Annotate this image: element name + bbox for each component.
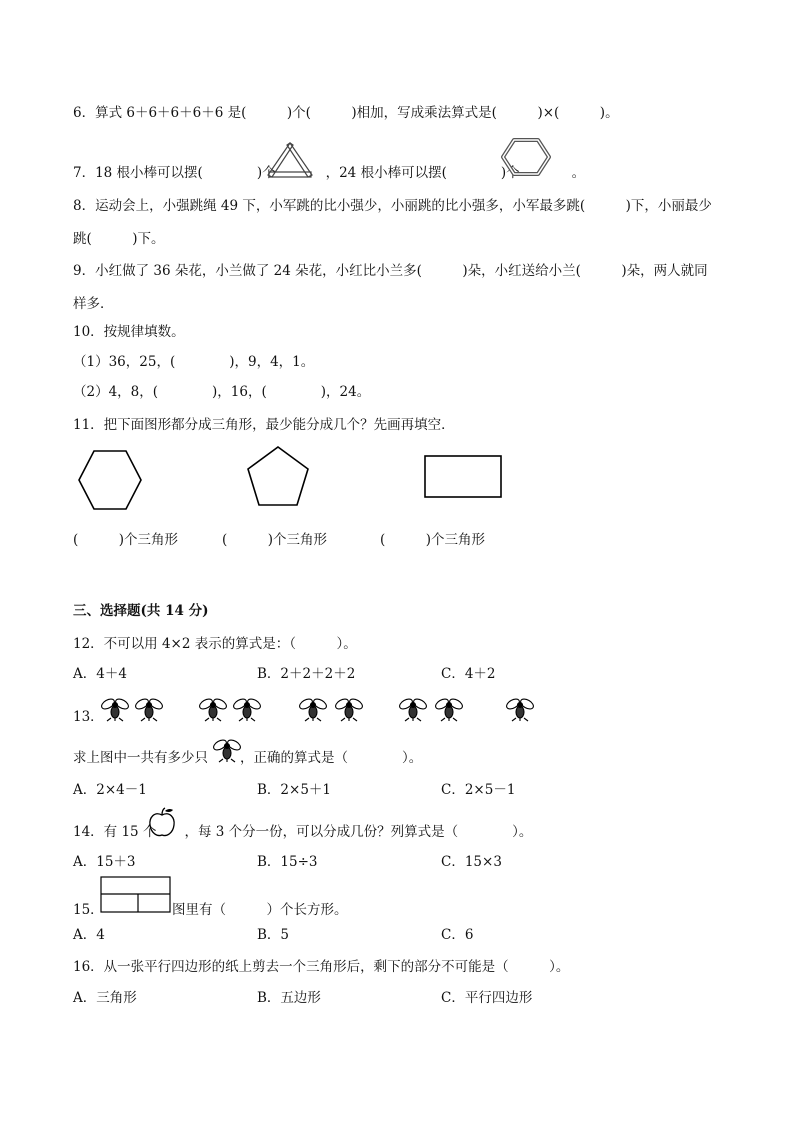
question-10-title: 10．按规律填数。 [73, 324, 185, 340]
dragonfly-icon [434, 696, 464, 722]
section-heading: 三、选择题(共 14 分) [73, 603, 209, 619]
q13-option-b: B．2×5＋1 [257, 782, 331, 798]
q12-option-a: A．4＋4 [73, 666, 127, 682]
q14-part1: 14．有 15 个 [73, 824, 157, 840]
question-13-text [73, 749, 422, 767]
q7-part2: ，24 根小棒可以摆( )个 [325, 165, 520, 181]
question-10-sub1: （1）36，25，( )，9，4，1。 [73, 354, 315, 370]
dragonfly-icon [134, 696, 164, 722]
hexagon-shape [76, 448, 144, 512]
dragonfly-icon [100, 696, 130, 722]
question-10-sub2: （2）4，8，( )，16，( )，24。 [73, 384, 371, 400]
q15-option-a: A．4 [73, 927, 105, 943]
dragonfly-icon [198, 696, 228, 722]
pentagon-shape [244, 444, 312, 508]
question-16: 16．从一张平行四边形的纸上剪去一个三角形后，剩下的部分不可能是（ ）。 [73, 959, 570, 975]
q12-option-b: B．2＋2＋2＋2 [257, 666, 356, 682]
question-9-line2: 样多． [73, 296, 114, 312]
question-8-line1: 8．运动会上，小强跳绳 49 下，小军跳的比小强少，小丽跳的比小强多，小军最多跳( )下，小丽最少 [73, 198, 712, 214]
q14-option-c: C．15×3 [441, 854, 502, 870]
question-12: 12．不可以用 4×2 表示的算式是：（ ）。 [73, 636, 357, 652]
q15-option-b: B．5 [257, 927, 290, 943]
stick-hexagon-icon [500, 136, 552, 178]
q14-part2: ，每 3 个分一份，可以分成几份？列算式是（ ）。 [184, 824, 533, 840]
question-15-number: 15． [73, 902, 104, 918]
question-15-text: 图里有（ ）个长方形。 [172, 902, 348, 918]
q11-blank-hexagon: ( )个三角形 [73, 532, 179, 548]
q7-part1: 7．18 根小棒可以摆( )个 [73, 165, 276, 181]
q11-blank-pentagon: ( )个三角形 [222, 532, 328, 548]
question-8-line2: 跳( )下。 [73, 231, 165, 247]
q16-option-c: C．平行四边形 [441, 990, 533, 1006]
q12-option-c: C．4＋2 [441, 666, 496, 682]
q16-option-a: A．三角形 [73, 990, 137, 1006]
apple-icon [148, 806, 176, 838]
q11-blank-rectangle: ( )个三角形 [380, 532, 486, 548]
question-9-line1: 9．小红做了 36 朵花，小兰做了 24 朵花，小红比小兰多( )朵，小红送给小兰( )朵，两人就同 [73, 263, 708, 279]
q14-option-b: B．15÷3 [257, 854, 318, 870]
q16-option-b: B．五边形 [257, 990, 321, 1006]
dragonfly-icon [298, 696, 328, 722]
question-11-title: 11．把下面图形都分成三角形，最少能分成几个？先画再填空． [73, 417, 455, 433]
q15-option-c: C．6 [441, 927, 474, 943]
rectangle-shape [424, 455, 504, 499]
question-14 [73, 823, 532, 841]
q13-option-c: C．2×5－1 [441, 782, 516, 798]
dragonfly-icon [232, 696, 262, 722]
question-13-number: 13． [73, 709, 104, 725]
question-6: 6．算式 6＋6＋6＋6＋6 是( )个( )相加，写成乘法算式是( )×( )。 [73, 105, 619, 121]
dragonfly-icon [505, 696, 535, 722]
q7-part3: 。 [571, 165, 586, 181]
rectangle-grid-figure [100, 876, 172, 914]
q13-option-a: A．2×4－1 [73, 782, 147, 798]
q13-text-after: ，正确的算式是（ ）。 [240, 750, 423, 766]
dragonfly-icon [398, 696, 428, 722]
q14-option-a: A．15＋3 [73, 854, 136, 870]
q13-text-before: 求上图中一共有多少只 [73, 750, 208, 766]
stick-triangle-icon [264, 140, 316, 180]
dragonfly-icon [334, 696, 364, 722]
